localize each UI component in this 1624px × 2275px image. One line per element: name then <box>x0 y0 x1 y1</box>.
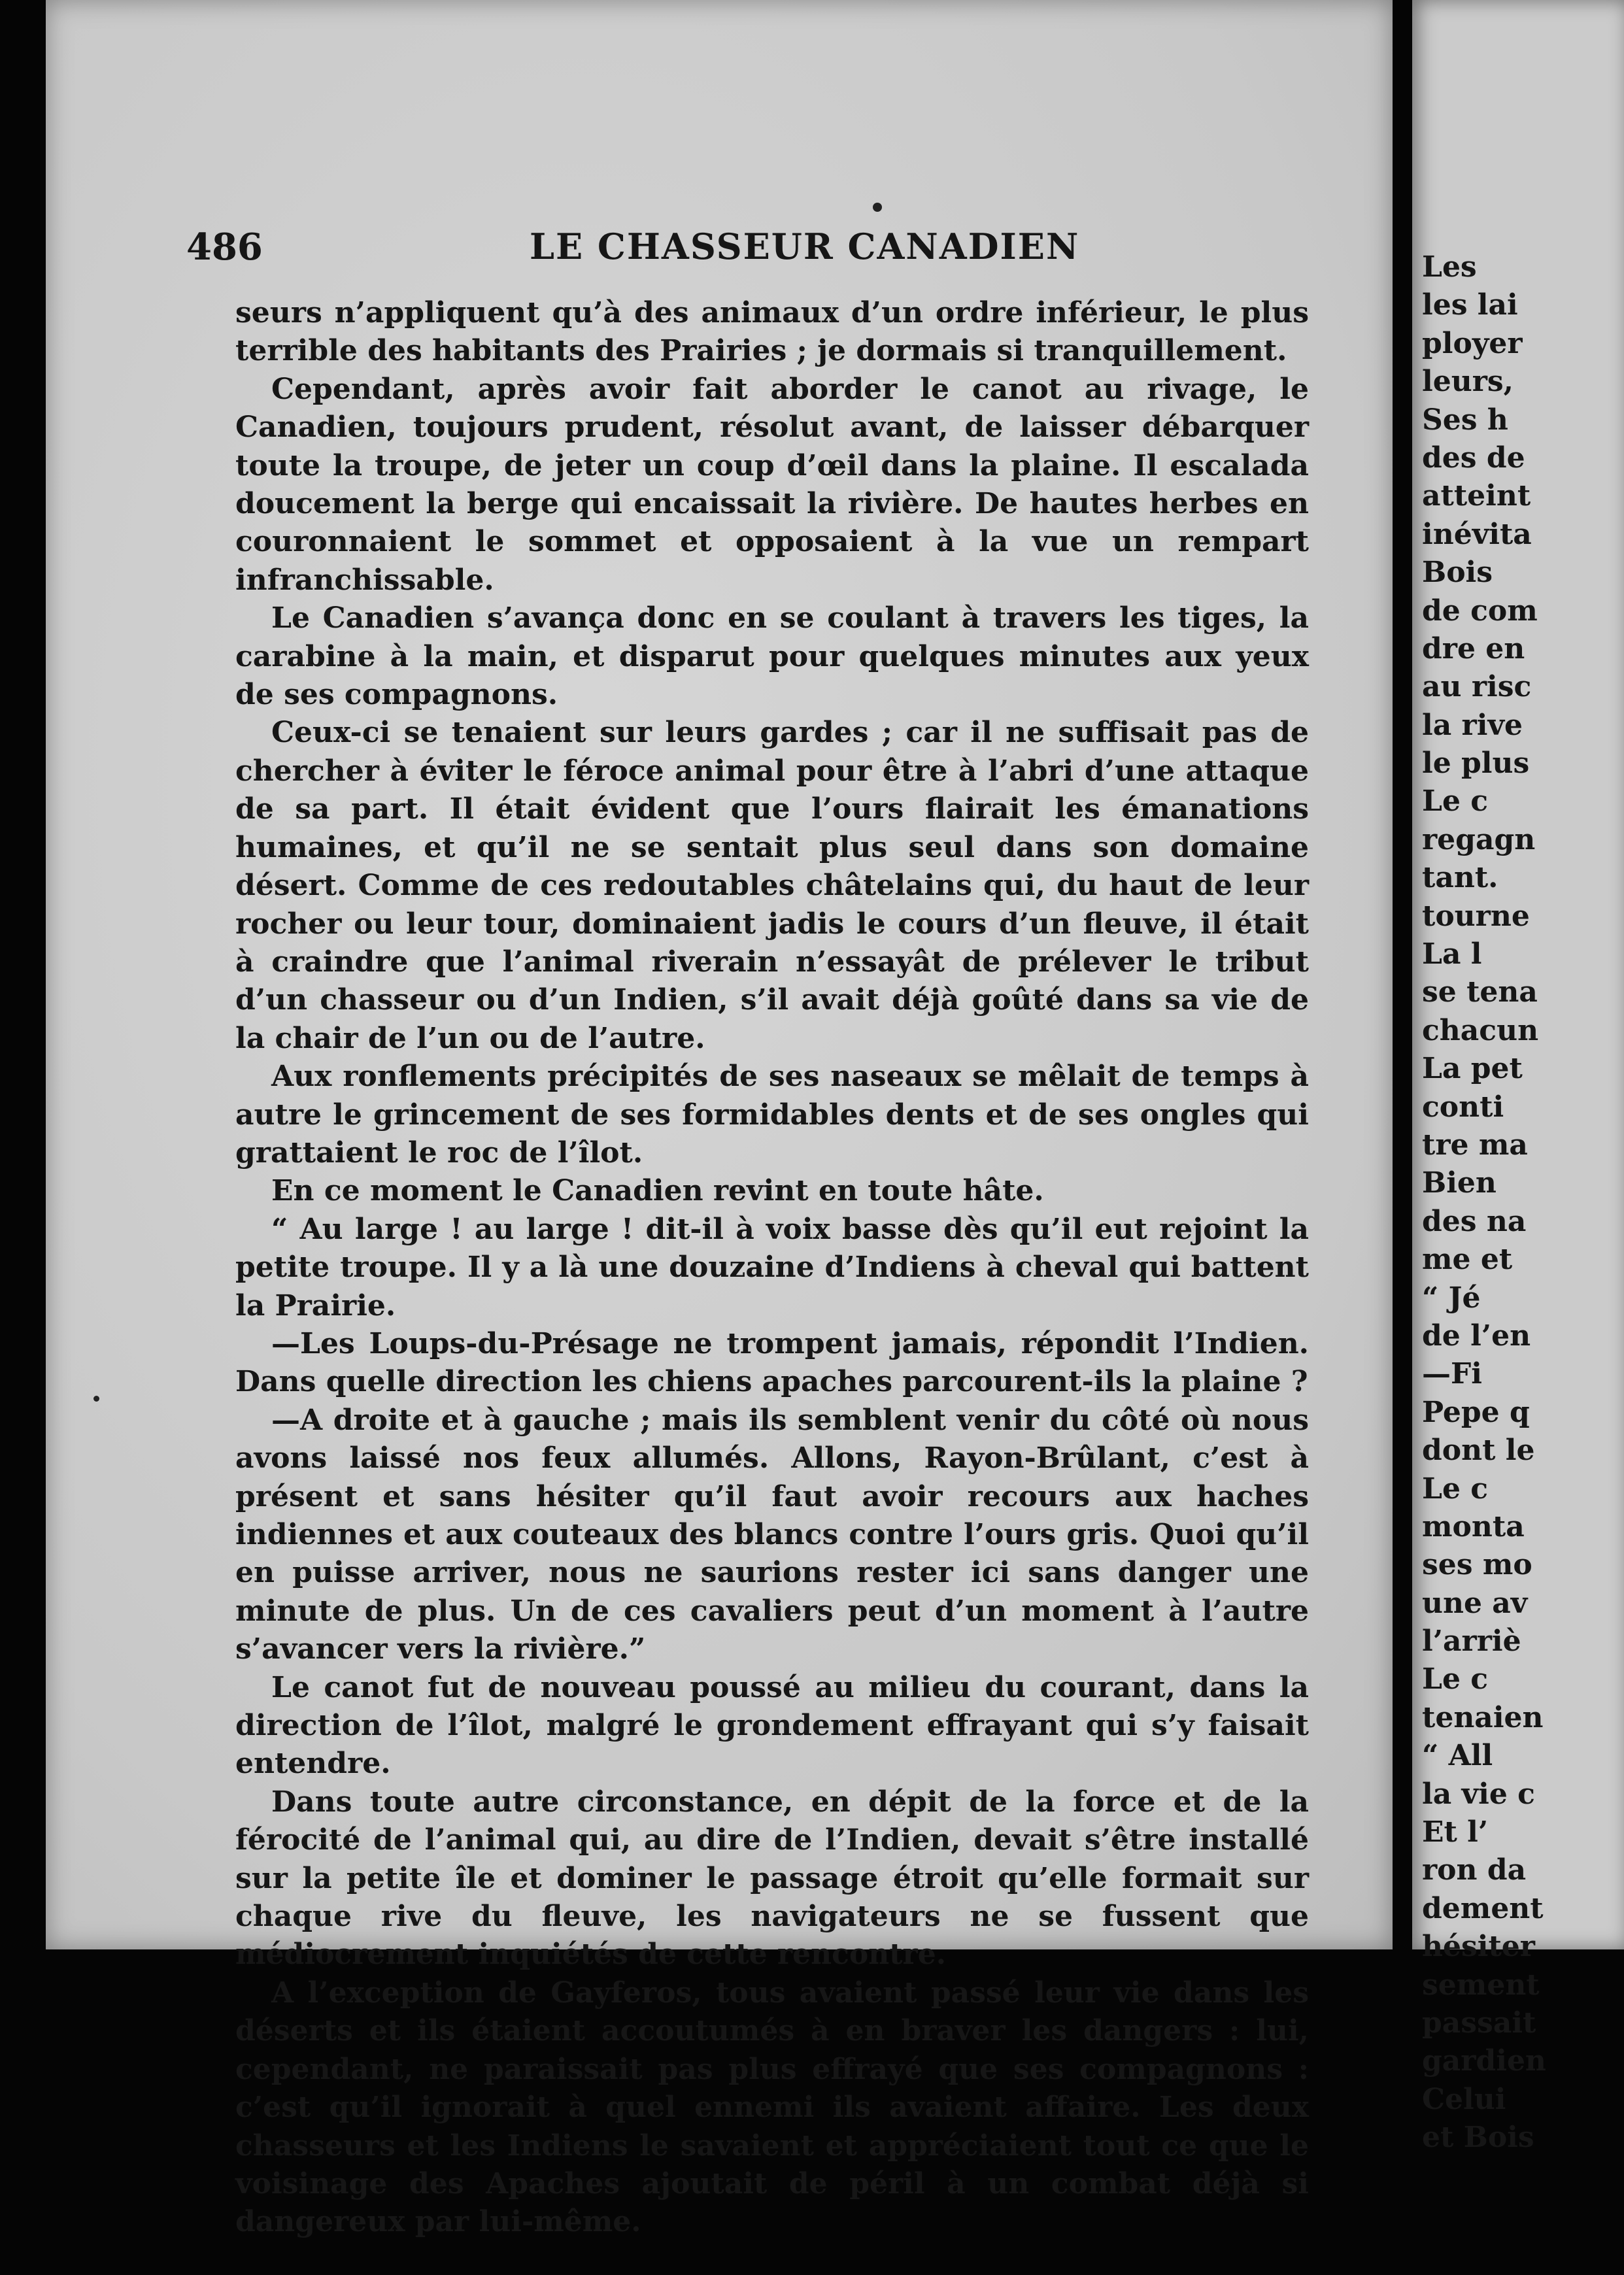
scan-speck <box>93 1396 99 1402</box>
scan-speck <box>873 203 882 212</box>
paragraph: Cependant, après avoir fait aborder le canot au rivage, le Canadien, toujours prudent, résolut avant, de laisser débarquer toute la troupe, de jeter un coup d’œil dans la plaine. Il escalada doucement la berge qui encaissait la rivière. De hautes herbes en couronnaient le sommet et opposaient à la vue un rempart infranchissable. <box>235 372 1309 597</box>
paragraph: En ce moment le Canadien revint en toute hâte. <box>271 1174 1044 1208</box>
facing-page-line: me et <box>1422 1243 1513 1277</box>
paragraph: “ Au large ! au large ! dit-il à voix basse dès qu’il eut rejoint la petite troupe. Il y a là une douzaine d’Indiens à cheval qui battent la Prairie. <box>235 1212 1309 1323</box>
facing-page-line: conti <box>1422 1090 1504 1124</box>
facing-page-line: Pepe q <box>1422 1395 1530 1429</box>
facing-page-line: monta <box>1422 1509 1525 1543</box>
paragraph: —A droite et à gauche ; mais ils semblent venir du côté où nous avons laissé nos feux allumés. Allons, Rayon-Brûlant, c’est à présent et sans hésiter qu’il faut avoir recours aux haches indiennes et aux couteaux des blancs contre l’ours gris. Quoi qu’il en puisse arriver, nous ne saurions rester ici sans danger une minute de plus. Un de ces cavaliers peut d’un moment à l’autre s’avancer vers la rivière.” <box>235 1403 1309 1666</box>
facing-page-line: de l’en <box>1422 1319 1531 1353</box>
facing-page-line: passait <box>1422 2006 1536 2040</box>
facing-page-line: ron da <box>1422 1853 1527 1887</box>
facing-page-line: la rive <box>1422 708 1523 742</box>
paragraph: —Les Loups-du-Présage ne trompent jamais, répondit l’Indien. Dans quelle direction les chiens apaches parcourent-ils la plaine ? <box>235 1326 1309 1399</box>
facing-page-line: de com <box>1422 594 1538 628</box>
facing-page-line: tre ma <box>1422 1128 1528 1162</box>
facing-page-line: hésiter <box>1422 1930 1535 1964</box>
facing-page-line: des na <box>1422 1204 1527 1238</box>
paragraph: Ceux-ci se tenaient sur leurs gardes ; car il ne suffisait pas de chercher à éviter le féroce animal pour être à l’abri d’une attaque de sa part. Il était évident que l’ours flairait les émanations humaines, et qu’il ne se sentait plus seul dans son domaine désert. Comme de ces redoutables châtelains qui, du haut de leur rocher ou leur tour, dominaient jadis le cours d’un fleuve, il était à craindre que l’animal riverain n’essayât de prélever le tribut d’un chasseur ou d’un Indien, s’il avait déjà goûté dans sa vie de la chair de l’un ou de l’autre. <box>235 716 1309 1055</box>
paragraph: Le Canadien s’avança donc en se coulant à travers les tiges, la carabine à la main, et disparut pour quelques minutes aux yeux de ses compagnons. <box>235 601 1309 712</box>
facing-page-line: Les <box>1422 250 1477 284</box>
facing-page-line: tant. <box>1422 861 1498 895</box>
facing-page-line: regagn <box>1422 822 1536 856</box>
facing-page-line: tourne <box>1422 899 1530 933</box>
facing-page-line: et Bois <box>1422 2121 1534 2155</box>
facing-page-line: sement <box>1422 1968 1540 2002</box>
running-header: LE CHASSEUR CANADIEN <box>530 226 1080 267</box>
facing-page-line: au risc <box>1422 670 1532 704</box>
facing-page-line: “ Jé <box>1422 1281 1481 1315</box>
facing-page-line: dont le <box>1422 1434 1535 1468</box>
facing-page-line: Bien <box>1422 1166 1497 1200</box>
paragraph: Le canot fut de nouveau poussé au milieu du courant, dans la direction de l’îlot, malgré le grondement effrayant qui s’y faisait entendre. <box>235 1670 1309 1781</box>
paragraph: Aux ronflements précipités de ses naseaux se mêlait de temps à autre le grincement de ses formidables dents et de ses ongles qui grattaient le roc de l’îlot. <box>235 1060 1309 1170</box>
facing-page-line: se tena <box>1422 975 1538 1009</box>
facing-page-line: inévita <box>1422 517 1532 551</box>
body-text <box>235 294 1309 2242</box>
facing-page-line: tenaien <box>1422 1700 1544 1734</box>
facing-page-line: les lai <box>1422 288 1518 322</box>
facing-page-line: “ All <box>1422 1739 1493 1773</box>
paragraph: A l’exception de Gayferos, tous avaient passé leur vie dans les déserts et ils étaient accoutumés à en braver les dangers : lui, cependant, ne paraissait pas plus effrayé que ses compagnons : c’est qu’il ignorait à quel ennemi ils avaient affaire. Les deux chasseurs et les Indiens le savaient et appréciaient tout ce que le voisinage des Apaches ajoutait de péril à un combat déjà si dangereux par lui-même. <box>235 1976 1309 2239</box>
facing-page-line: chacun <box>1422 1013 1539 1047</box>
facing-page-line: Le c <box>1422 1472 1489 1506</box>
facing-page-line: ses mo <box>1422 1548 1532 1582</box>
facing-page-line: leurs, <box>1422 365 1514 399</box>
facing-page-line: l’arriè <box>1422 1625 1521 1659</box>
page-number: 486 <box>186 226 263 269</box>
facing-page-line: Celui <box>1422 2082 1506 2116</box>
facing-page-line: La l <box>1422 937 1482 971</box>
facing-page-line: Et l’ <box>1422 1815 1489 1849</box>
facing-page-line: la vie c <box>1422 1777 1535 1811</box>
paragraph: seurs n’appliquent qu’à des animaux d’un ordre inférieur, le plus terrible des habitants des Prairies ; je dormais si tranquillement. <box>235 296 1309 368</box>
facing-page-line: La pet <box>1422 1052 1523 1086</box>
facing-page-line: dre en <box>1422 632 1525 666</box>
facing-page-line: le plus <box>1422 747 1530 781</box>
facing-page-text <box>1422 248 1624 2157</box>
facing-page-line: atteint <box>1422 479 1531 513</box>
facing-page-line: Ses h <box>1422 403 1508 437</box>
facing-page-line: —Fi <box>1422 1357 1482 1391</box>
facing-page-line: une av <box>1422 1586 1528 1620</box>
paragraph: Dans toute autre circonstance, en dépit de la force et de la férocité de l’animal qui, au dire de l’Indien, devait s’être installé sur la petite île et dominer le passage étroit qu’elle formait sur chaque rive du fleuve, les navigateurs ne se fussent que médiocrement inquiétés de cette rencontre. <box>235 1785 1309 1972</box>
facing-page-line: ployer <box>1422 326 1523 360</box>
facing-page-line: des de <box>1422 441 1525 475</box>
facing-page-line: Bois <box>1422 556 1493 590</box>
facing-page-line: gardien <box>1422 2044 1546 2078</box>
facing-page-line: dement <box>1422 1891 1544 1925</box>
facing-page-line: Le c <box>1422 1662 1489 1696</box>
facing-page-line: Le c <box>1422 784 1489 818</box>
